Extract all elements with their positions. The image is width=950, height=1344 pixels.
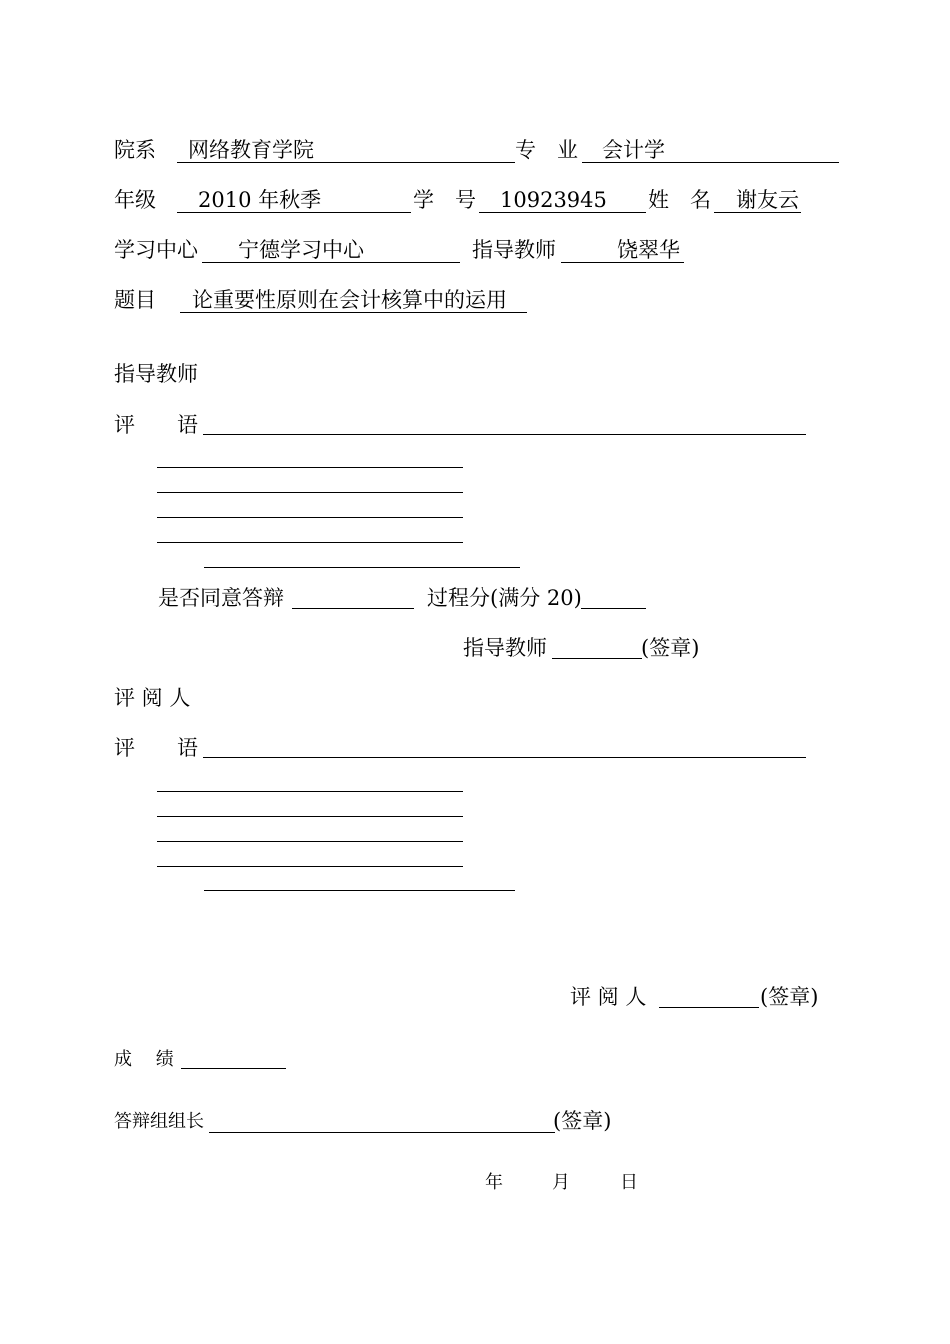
major-underline [582, 162, 839, 163]
date-year-label: 年 [485, 1172, 503, 1193]
grade-underline [177, 212, 411, 213]
reviewer-comment-line-4 [157, 841, 463, 842]
advisor-label: 指导教师 [472, 238, 556, 262]
score-label: 过程分(满分 20) [427, 586, 582, 610]
dept-value: 网络教育学院 [188, 138, 314, 162]
reviewer-comment-line-3 [157, 816, 463, 817]
reviewer-section-title: 评 阅 人 [114, 686, 191, 710]
student-id-value: 10923945 [500, 188, 607, 212]
topic-value: 论重要性原则在会计核算中的运用 [192, 288, 507, 312]
reviewer-sign-suffix: (签章) [760, 985, 819, 1009]
reviewer-comment-line-6 [204, 890, 515, 891]
topic-underline [180, 312, 527, 313]
final-grade-underline [181, 1068, 286, 1069]
major-label: 专 业 [515, 138, 578, 162]
advisor-sign-underline [552, 658, 642, 659]
defense-underline [292, 608, 414, 609]
reviewer-comment-label: 评 语 [114, 736, 198, 760]
advisor-comment-line-2 [157, 467, 463, 468]
leader-underline [209, 1132, 555, 1133]
leader-label: 答辩组组长 [114, 1111, 204, 1132]
student-id-underline [479, 212, 646, 213]
student-id-label: 学 号 [413, 188, 476, 212]
advisor-comment-line-3 [157, 492, 463, 493]
name-label: 姓 名 [648, 188, 711, 212]
advisor-comment-label: 评 语 [114, 413, 198, 437]
reviewer-comment-line-2 [157, 791, 463, 792]
name-value: 谢友云 [736, 188, 799, 212]
advisor-comment-line-1 [203, 434, 806, 435]
reviewer-sign-underline [659, 1007, 759, 1008]
reviewer-comment-line-1 [203, 757, 806, 758]
defense-label: 是否同意答辩 [158, 586, 284, 610]
advisor-comment-line-4 [157, 517, 463, 518]
advisor-section-title: 指导教师 [114, 362, 198, 386]
name-underline [714, 212, 801, 213]
reviewer-sign-label: 评 阅 人 [570, 985, 647, 1009]
topic-label: 题目 [114, 288, 156, 312]
major-value: 会计学 [602, 138, 665, 162]
advisor-comment-line-6 [204, 567, 520, 568]
date-day-label: 日 [620, 1172, 638, 1193]
dept-label: 院系 [114, 138, 156, 162]
date-month-label: 月 [552, 1172, 570, 1193]
advisor-sign-suffix: (签章) [641, 636, 700, 660]
score-underline [581, 608, 646, 609]
center-value: 宁德学习中心 [238, 238, 364, 262]
advisor-value: 饶翠华 [617, 238, 680, 262]
leader-sign-suffix: (签章) [553, 1109, 612, 1133]
reviewer-comment-line-5 [157, 866, 463, 867]
dept-underline [177, 162, 515, 163]
center-underline [202, 262, 460, 263]
advisor-underline [561, 262, 684, 263]
center-label: 学习中心 [114, 238, 198, 262]
grade-value: 2010 年秋季 [198, 188, 322, 212]
final-grade-label: 成 绩 [114, 1049, 174, 1070]
advisor-sign-label: 指导教师 [463, 636, 547, 660]
advisor-comment-line-5 [157, 542, 463, 543]
grade-label: 年级 [114, 188, 156, 212]
